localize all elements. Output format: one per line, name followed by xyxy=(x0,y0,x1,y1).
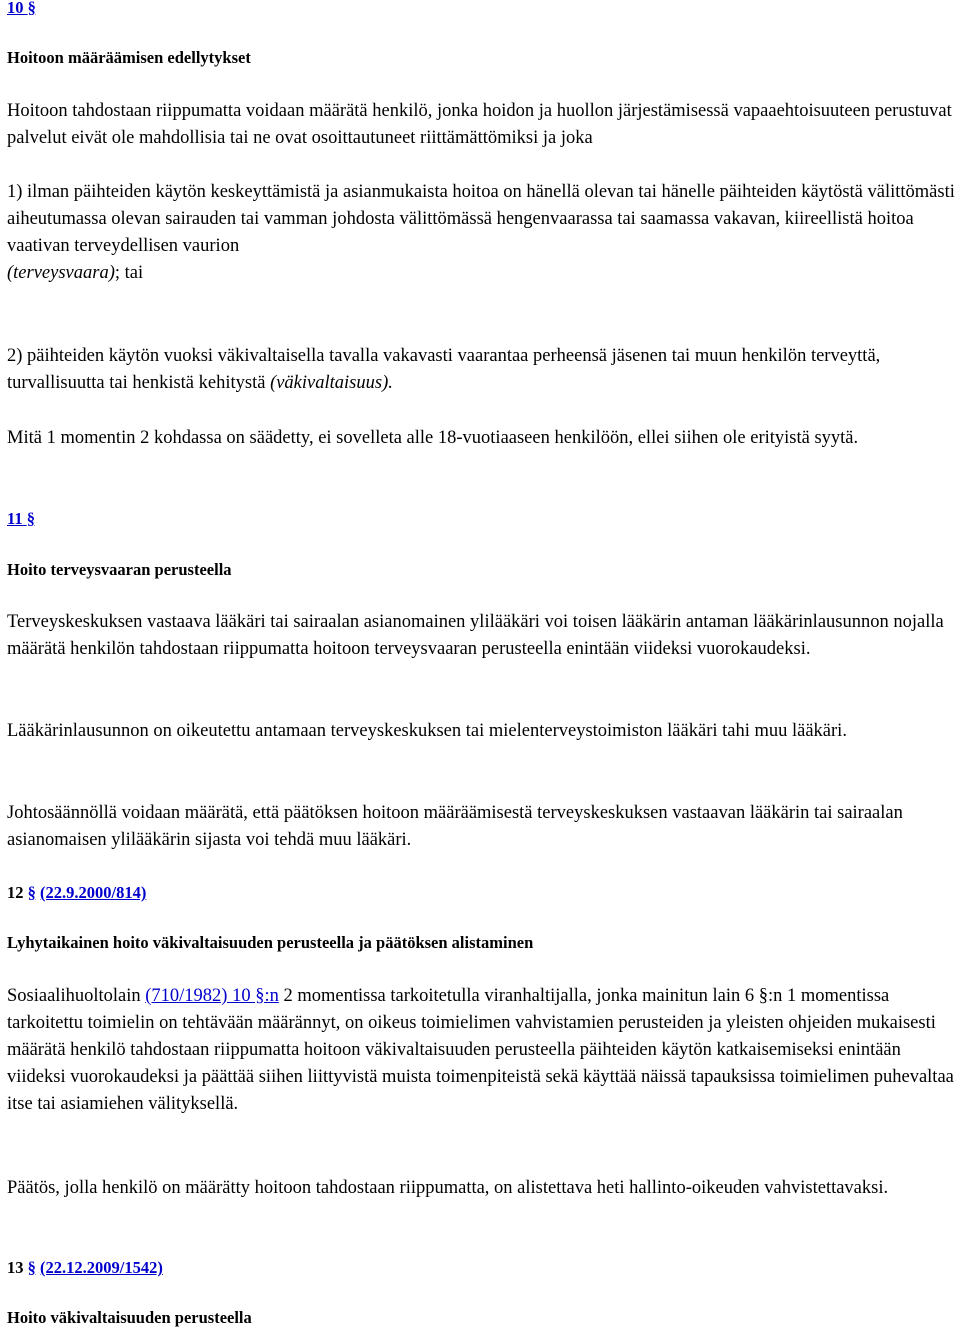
section-12-link[interactable]: § xyxy=(27,883,36,902)
sosiaalihuoltolaki-link[interactable]: (710/1982) 10 §:n xyxy=(145,986,279,1006)
section-11-paragraph-2: Lääkärinlausunnon on oikeutettu antamaan terveyskeskuksen tai mielenterveystoimiston lääkäri tahi muu lääkäri. xyxy=(7,721,847,741)
section-12-heading: Lyhytaikainen hoito väkivaltaisuuden perusteella ja päätöksen alistaminen xyxy=(7,933,534,952)
section-10-paragraph-2: 1) ilman päihteiden käytön keskeyttämistä ja asianmukaista hoitoa on hänellä olevan tai hänelle päihteiden käytöstä välittömästi aiheutumassa olevan sairauden tai vamman johdosta välittömässä hengenvaarassa tai saamassa vakavan, kiireellistä hoitoa vaativan terveydellisen vaurion (terveysvaara); tai xyxy=(7,182,955,283)
section-11-paragraph-1: Terveyskeskuksen vastaava lääkäri tai sairaalan asianomainen ylilääkäri voi toisen lääkärin antaman lääkärinlausunnon nojalla määrätä henkilön tahdostaan riippumatta hoitoon terveysvaaran perusteella enintään viideksi vuorokaudeksi. xyxy=(7,612,944,659)
section-10-paragraph-3 xyxy=(7,343,957,397)
section-10-number xyxy=(7,0,957,19)
section-13-heading: Hoito väkivaltaisuuden perusteella xyxy=(7,1308,252,1327)
section-12-paragraph-1: Sosiaalihuoltolain (710/1982) 10 §:n 2 momentissa tarkoitetulla viranhaltijalla, jonka mainitun lain 6 §:n 1 momentissa tarkoitettu toimielin on tehtävään määrännyt, on oikeus toimielimen vahvistamien perusteiden ja yleisten ohjeiden mukaisesti määrätä henkilö tahdostaan riippumatta hoitoon väkivaltaisuuden perusteella päihteiden käytön katkaisemiseksi enintään viideksi vuorokaudeksi ja päättää siihen liittyvistä muista toimenpiteistä sekä käyttää näissä tapauksissa toimielimen puhevaltaa itse tai asiamiehen välityksellä. xyxy=(7,986,954,1114)
term-terveysvaara: (terveysvaara) xyxy=(7,263,115,283)
section-11-link[interactable]: 11 § xyxy=(7,509,35,528)
section-10-item-2-text: 2) päihteiden käytön vuoksi väkivaltaisella tavalla vakavasti vaarantaa perheensä jäsenen tai muun henkilön terveyttä, turvallisuutta tai henkistä kehitystä xyxy=(7,346,881,393)
section-10-paragraph-1: Hoitoon tahdostaan riippumatta voidaan määrätä henkilö, jonka hoidon ja huollon järjestämisessä vapaaehtoisuuteen perustuvat palvelut eivät ole mahdollisia tai ne ovat osoittautuneet riittämättömiksi ja joka xyxy=(7,101,952,148)
term-vakivaltaisuus: (väkivaltaisuus). xyxy=(270,373,393,393)
section-12-amendment-link[interactable]: (22.9.2000/814) xyxy=(40,883,147,902)
section-12-number: 12 § (22.9.2000/814) xyxy=(7,883,147,902)
section-11-number xyxy=(7,508,957,530)
section-11-heading: Hoito terveysvaaran perusteella xyxy=(7,560,232,579)
section-10-item-1-text: 1) ilman päihteiden käytön keskeyttämistä ja asianmukaista hoitoa on hänellä olevan tai hänelle päihteiden käytöstä välittömästi aiheutumassa olevan sairauden tai vamman johdosta välittömässä hengenvaarassa tai saamassa vakavan, kiireellistä hoitoa vaativan terveydellisen vaurion xyxy=(7,182,955,256)
section-13-link[interactable]: § xyxy=(27,1258,36,1277)
section-13-number: 13 § (22.12.2009/1542) xyxy=(7,1258,163,1277)
section-11-paragraph-3: Johtosäännöllä voidaan määrätä, että päätöksen hoitoon määräämisestä terveyskeskuksen vastaavan lääkärin tai sairaalan asianomaisen ylilääkärin sijasta voi tehdä muu lääkäri. xyxy=(7,803,903,850)
section-12-paragraph-2: Päätös, jolla henkilö on määrätty hoitoon tahdostaan riippumatta, on alistettava heti hallinto-oikeuden vahvistettavaksi. xyxy=(7,1178,889,1198)
section-10-paragraph-4: Mitä 1 momentin 2 kohdassa on säädetty, ei sovelleta alle 18-vuotiaaseen henkilöön, ellei siihen ole erityistä syytä. xyxy=(7,428,859,448)
section-10-heading: Hoitoon määräämisen edellytykset xyxy=(7,48,251,67)
section-13-amendment-link[interactable]: (22.12.2009/1542) xyxy=(40,1258,163,1277)
section-10-link[interactable]: 10 § xyxy=(7,0,36,17)
